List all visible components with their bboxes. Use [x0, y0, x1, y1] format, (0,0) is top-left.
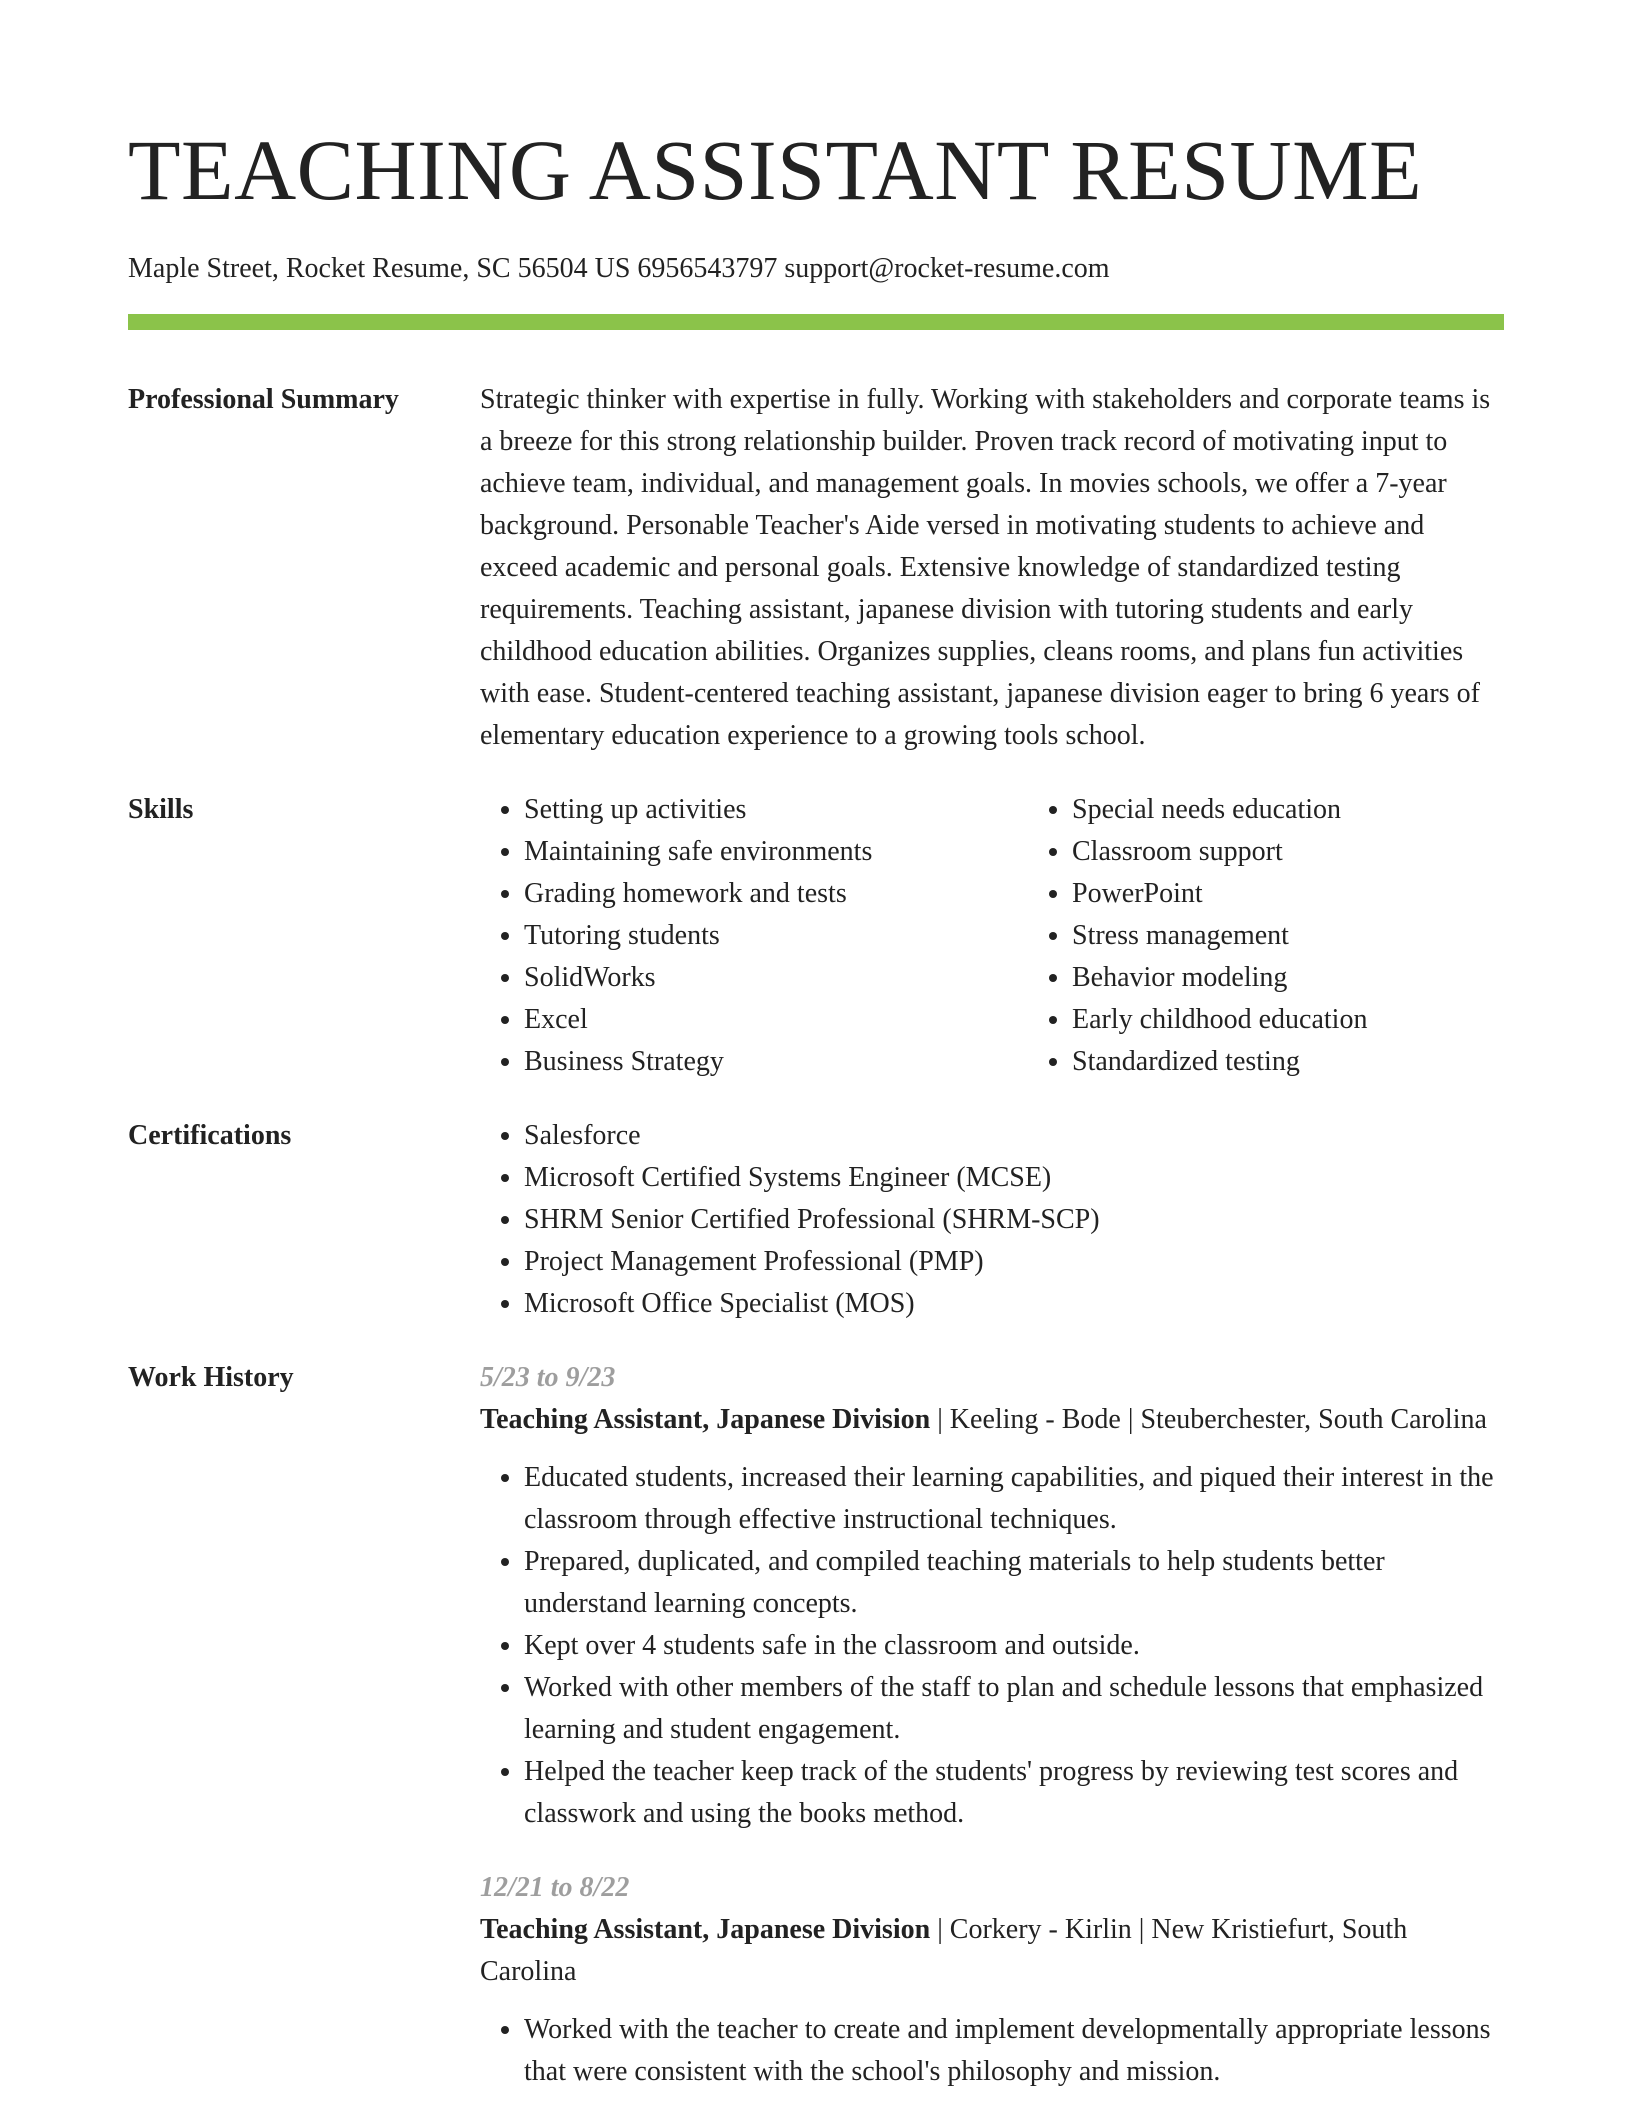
skills-list-right: [1028, 789, 1576, 1083]
job-entry: [480, 1867, 1504, 2093]
job-bullets: [480, 2009, 1504, 2093]
skill-item: • Maintaining safe environments: [524, 831, 1028, 873]
certifications-list: [480, 1115, 1504, 1325]
job-bullet: • Helped the teacher keep track of the students' progress by reviewing test scores and classwork and using the books method.: [524, 1751, 1504, 1835]
skill-item: • SolidWorks: [524, 957, 1028, 999]
job-bullet: • Kept over 4 students safe in the classroom and outside.: [524, 1625, 1504, 1667]
certifications-section: [128, 1115, 1504, 1325]
section-label-certifications: Certifications: [128, 1120, 292, 1151]
job-bullet: • Worked with the teacher to create and implement developmentally appropriate lessons that were consistent with the school's philosophy and mission.: [524, 2009, 1504, 2093]
skill-item: • Setting up activities: [524, 789, 1028, 831]
skill-item: • Tutoring students: [524, 915, 1028, 957]
page-title: TEACHING ASSISTANT RESUME: [128, 122, 1423, 218]
job-heading: [480, 1399, 1504, 1441]
skill-item: • Excel: [524, 999, 1028, 1041]
skill-item: • Standardized testing: [1072, 1041, 1576, 1083]
job-date: 12/21 to 8/22: [480, 1872, 630, 1903]
skill-item: • Special needs education: [1072, 789, 1576, 831]
skill-item: • Grading homework and tests: [524, 873, 1028, 915]
section-label-work-history: Work History: [128, 1362, 294, 1393]
certification-item: • Salesforce: [524, 1115, 1504, 1157]
header-divider: [128, 314, 1504, 330]
job-bullet: • Educated students, increased their learning capabilities, and piqued their interest in the classroom through effective instructional techniques.: [524, 1457, 1504, 1541]
skill-item: • Stress management: [1072, 915, 1576, 957]
certifications-body: [480, 1115, 1504, 1325]
certification-item: • Project Management Professional (PMP): [524, 1241, 1504, 1283]
job-date: 5/23 to 9/23: [480, 1362, 616, 1393]
job-employer-location: | Corkery - Kirlin | New Kristiefurt, South Carolina: [480, 1914, 1408, 1987]
summary-section: [128, 379, 1504, 757]
resume-page: [128, 0, 1504, 2093]
section-label-skills: Skills: [128, 794, 194, 825]
skill-item: • Classroom support: [1072, 831, 1576, 873]
skill-item: • PowerPoint: [1072, 873, 1576, 915]
summary-text: Strategic thinker with expertise in fully. Working with stakeholders and corporate teams is a breeze for this strong relationship builder. Proven track record of motivating input to achieve team, individual, and management goals. In movies schools, we offer a 7-year background. Personable Teacher's Aide versed in motivating students to achieve and exceed academic and personal goals. Extensive knowledge of standardized testing requirements. Teaching assistant, japanese division with tutoring students and early childhood education abilities. Organizes supplies, cleans rooms, and plans fun activities with ease. Student-centered teaching assistant, japanese division eager to bring 6 years of elementary education experience to a growing tools school.: [480, 384, 1491, 751]
skill-item: • Behavior modeling: [1072, 957, 1576, 999]
work-history-section: [128, 1357, 1504, 2093]
job-entry: [480, 1357, 1504, 1835]
skills-section: [128, 789, 1504, 1083]
certification-item: • Microsoft Office Specialist (MOS): [524, 1283, 1504, 1325]
summary-body: [480, 379, 1504, 757]
job-employer-location: | Keeling - Bode | Steuberchester, South Carolina: [930, 1404, 1487, 1435]
skill-item: • Early childhood education: [1072, 999, 1576, 1041]
job-title: Teaching Assistant, Japanese Division: [480, 1914, 931, 1945]
work-history-body: [480, 1357, 1504, 2093]
job-bullets: [480, 1457, 1504, 1835]
certification-item: • SHRM Senior Certified Professional (SHRM-SCP): [524, 1199, 1504, 1241]
skills-list-left: [480, 789, 1028, 1083]
job-heading: [480, 1909, 1504, 1993]
job-bullet: • Prepared, duplicated, and compiled teaching materials to help students better understand learning concepts.: [524, 1541, 1504, 1625]
job-bullet: • Worked with other members of the staff to plan and schedule lessons that emphasized learning and student engagement.: [524, 1667, 1504, 1751]
skill-item: • Business Strategy: [524, 1041, 1028, 1083]
contact-line: Maple Street, Rocket Resume, SC 56504 US 6956543797 support@rocket-resume.com: [128, 253, 1110, 284]
job-title: Teaching Assistant, Japanese Division: [480, 1404, 931, 1435]
section-label-summary: Professional Summary: [128, 384, 399, 415]
certification-item: • Microsoft Certified Systems Engineer (MCSE): [524, 1157, 1504, 1199]
skills-body: [480, 789, 1576, 1083]
